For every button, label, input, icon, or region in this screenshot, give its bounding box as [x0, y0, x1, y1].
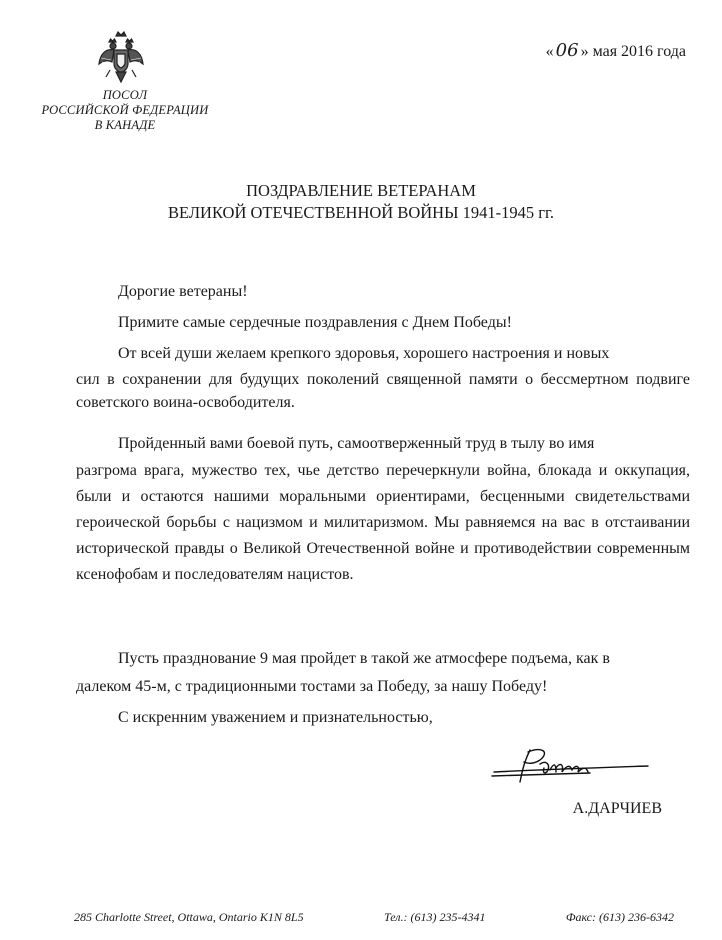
coat-of-arms-icon: [96, 30, 146, 84]
letterhead-footer: [74, 910, 674, 925]
office-line: ПОСОЛ: [102, 88, 148, 102]
greeting: Дорогие ветераны!: [118, 283, 248, 300]
sender-office: [30, 88, 220, 133]
signer-name: А.ДАРЧИЕВ: [572, 800, 662, 817]
closing-line: С искренним уважением и признательностью,: [118, 709, 433, 726]
title-line-1: ПОЗДРАВЛЕНИЕ ВЕТЕРАНАМ: [246, 181, 476, 200]
letter-title: [0, 180, 722, 224]
paragraph-2-first-line: От всей души желаем крепкого здоровья, хорошего настроения и новых: [118, 345, 610, 362]
paragraph-3-first-line: Пройденный вами боевой путь, самоотверженный труд в тылу во имя: [118, 435, 595, 452]
footer-phone: Тел.: (613) 235-4341: [383, 910, 486, 924]
office-line: В КАНАДЕ: [94, 118, 156, 132]
handwritten-signature: [490, 742, 650, 792]
paragraph-3-rest: разгрома врага, мужество тех, чье детство перечеркнули война, блокада и оккупация, были и остаются нашими моральными ориентирами, бесценными свидетельствами героической борьбы с нацизмом и милитаризмом. Мы равняемся на вас в отстаивании исторической правды о Великой Отечественной войне и противодействии современным ксенофобам и последователям нацистов.: [76, 462, 690, 583]
letter-date: [546, 40, 686, 61]
paragraph-2-rest: сил в сохранении для будущих поколений священной памяти о бессмертном подвиге советского воина-освободителя.: [76, 371, 690, 411]
date-rest: » мая 2016 года: [580, 43, 686, 60]
footer-fax: Факс: (613) 236-6342: [565, 910, 674, 924]
office-line: РОССИЙСКОЙ ФЕДЕРАЦИИ: [41, 103, 209, 117]
title-line-2: ВЕЛИКОЙ ОТЕЧЕСТВЕННОЙ ВОЙНЫ 1941-1945 гг.: [167, 203, 555, 222]
paragraph-4-rest: далеком 45-м, с традиционными тостами за Победу, за нашу Победу!: [76, 678, 548, 695]
paragraph-4-first-line: Пусть празднование 9 мая пройдет в такой же атмосфере подъема, как в: [118, 650, 610, 667]
paragraph-1: Примите самые сердечные поздравления с Днем Победы!: [118, 314, 512, 331]
date-day: 06: [555, 40, 579, 61]
date-open-quote: «: [545, 43, 554, 60]
footer-address: 285 Charlotte Street, Ottawa, Ontario K1N 8L5: [74, 910, 304, 924]
